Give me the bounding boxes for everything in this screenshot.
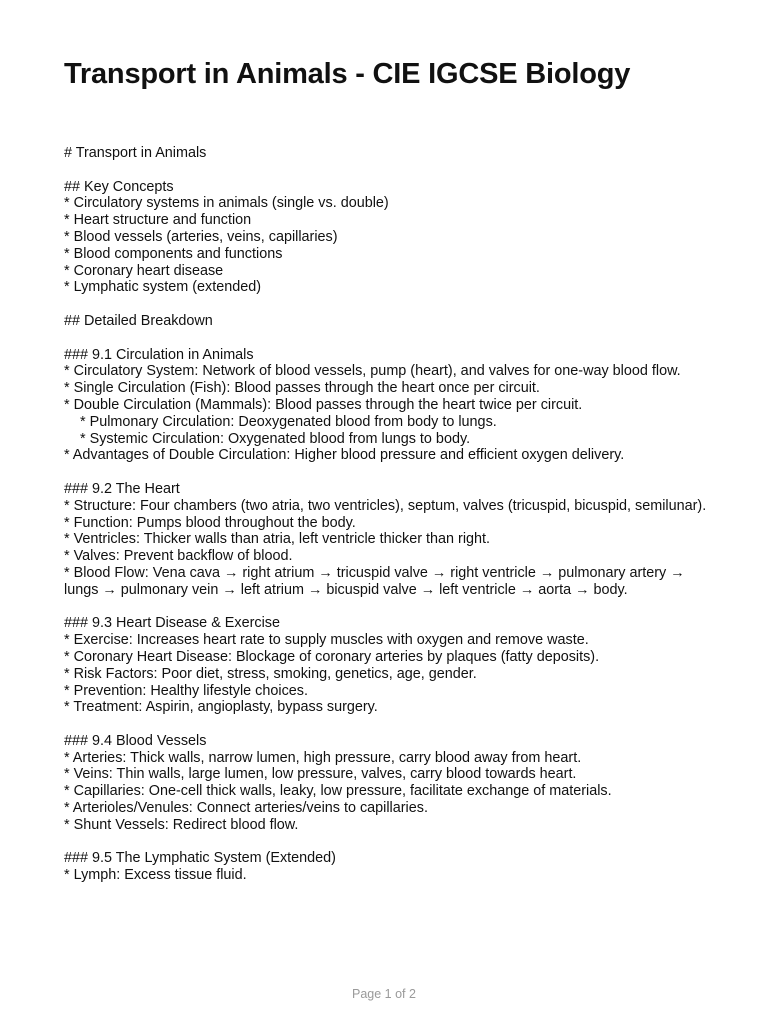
bullet-item: * Function: Pumps blood throughout the body. — [64, 514, 356, 531]
bullet-item: * Capillaries: One-cell thick walls, leaky, low pressure, facilitate exchange of materials. — [64, 783, 612, 800]
bullet-item: * Advantages of Double Circulation: Higher blood pressure and efficient oxygen delivery. — [64, 447, 625, 464]
bullet-item: * Circulatory systems in animals (single vs. double) — [64, 195, 389, 212]
blank-line — [64, 296, 714, 313]
section-heading: ### 9.2 The Heart — [64, 480, 180, 497]
bullet-item: * Risk Factors: Poor diet, stress, smoking, genetics, age, gender. — [64, 665, 477, 682]
subheading: ## Detailed Breakdown — [64, 312, 213, 329]
blank-line — [64, 330, 714, 347]
bullet-item: * Ventricles: Thicker walls than atria, left ventricle thicker than right. — [64, 531, 491, 548]
bullet-item: * Coronary heart disease — [64, 262, 224, 279]
bullet-item: * Single Circulation (Fish): Blood passes through the heart once per circuit. — [64, 380, 540, 397]
subheading: ## Key Concepts — [64, 178, 174, 195]
blank-line — [64, 162, 714, 179]
bullet-item: * Coronary Heart Disease: Blockage of coronary arteries by plaques (fatty deposits). — [64, 648, 600, 665]
bullet-item: * Shunt Vessels: Redirect blood flow. — [64, 816, 299, 833]
document-title: Transport in Animals - CIE IGCSE Biology — [64, 58, 631, 90]
bullet-item: * Prevention: Healthy lifestyle choices. — [64, 682, 308, 699]
bullet-item: * Lymph: Excess tissue fluid. — [64, 867, 247, 884]
blank-line — [64, 716, 714, 733]
page-number: Page 1 of 2 — [352, 987, 416, 1001]
bullet-item: * Exercise: Increases heart rate to supply muscles with oxygen and remove waste. — [64, 632, 589, 649]
bullet-item: * Veins: Thin walls, large lumen, low pressure, valves, carry blood towards heart. — [64, 766, 577, 783]
blank-line — [64, 464, 714, 481]
bullet-item: * Blood vessels (arteries, veins, capillaries) — [64, 228, 338, 245]
section-heading: ### 9.5 The Lymphatic System (Extended) — [64, 850, 336, 867]
document-body — [64, 145, 714, 884]
bullet-item: * Valves: Prevent backflow of blood. — [64, 548, 293, 565]
sub-bullet-item: * Systemic Circulation: Oxygenated blood from lungs to body. — [80, 430, 471, 447]
bullet-item: * Arteries: Thick walls, narrow lumen, high pressure, carry blood away from heart. — [64, 749, 582, 766]
bullet-item: * Structure: Four chambers (two atria, two ventricles), septum, valves (tricuspid, bicuspid, semilunar). — [64, 497, 707, 514]
bullet-item: * Blood components and functions — [64, 245, 283, 262]
blank-line — [64, 834, 714, 851]
bullet-item: * Lymphatic system (extended) — [64, 279, 262, 296]
section-heading: ### 9.4 Blood Vessels — [64, 732, 207, 749]
bullet-item: * Treatment: Aspirin, angioplasty, bypass surgery. — [64, 699, 378, 716]
bullet-item: * Blood Flow: Vena cava → right atrium → tricuspid valve → right ventricle → pulmonary artery → lungs → pulmonary vein → left atrium → bicuspid valve → left ventricle → aorta → body. — [64, 564, 685, 598]
bullet-item: * Double Circulation (Mammals): Blood passes through the heart twice per circuit. — [64, 396, 583, 413]
sub-bullet-item: * Pulmonary Circulation: Deoxygenated blood from body to lungs. — [80, 413, 497, 430]
blank-line — [64, 599, 714, 616]
section-heading: ### 9.3 Heart Disease & Exercise — [64, 615, 280, 632]
bullet-item: * Circulatory System: Network of blood vessels, pump (heart), and valves for one-way blood flow. — [64, 363, 681, 380]
section-heading: ### 9.1 Circulation in Animals — [64, 346, 254, 363]
bullet-item: * Arterioles/Venules: Connect arteries/veins to capillaries. — [64, 800, 428, 817]
heading: # Transport in Animals — [64, 145, 207, 161]
bullet-item: * Heart structure and function — [64, 212, 252, 229]
